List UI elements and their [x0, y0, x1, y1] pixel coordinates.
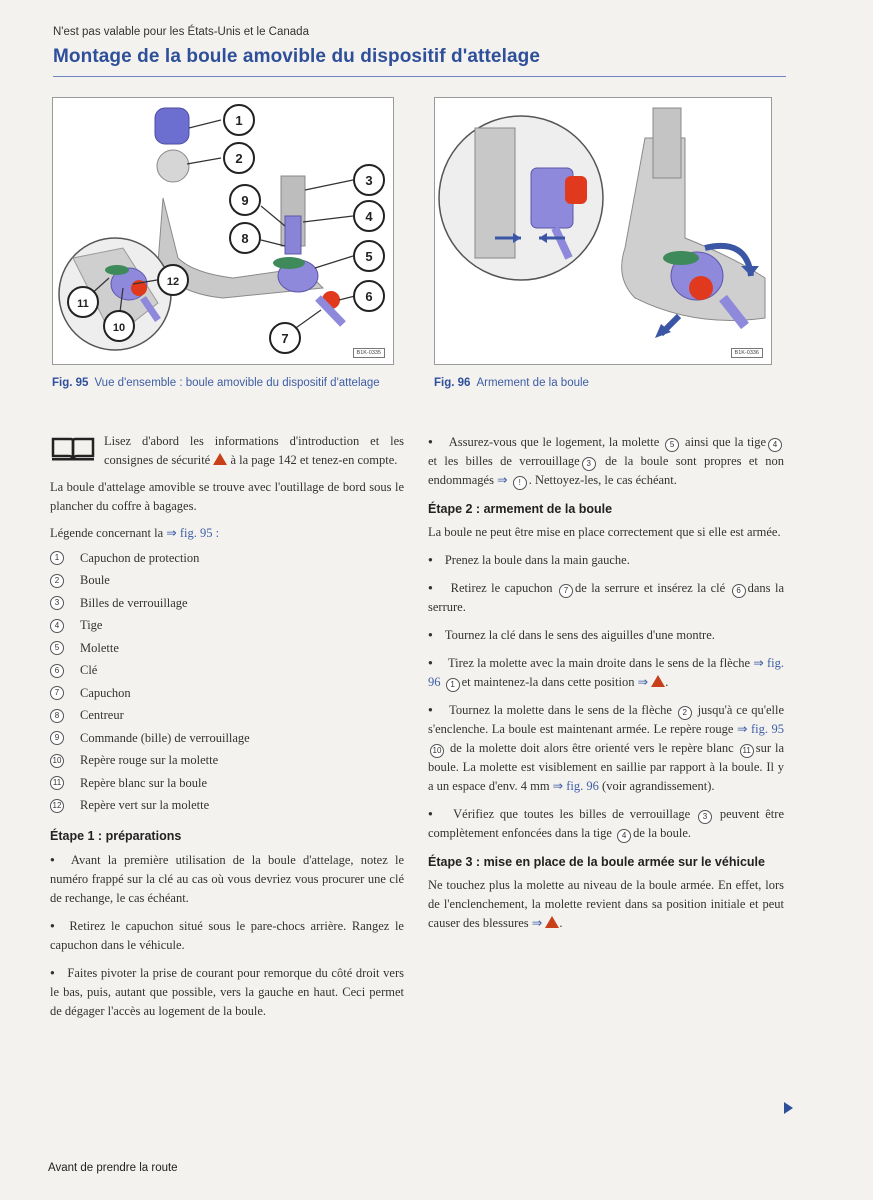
caption-label: Fig. 96 — [434, 377, 471, 389]
step-3-text: Ne touchez plus la molette au niveau de la boule armée. En effet, lors de l'enclenchement, la molette revient dans sa position initiale et peut causer des blessures ⇒ . — [428, 878, 784, 930]
tow-ball-arming-drawing — [435, 98, 771, 364]
svg-text:10: 10 — [112, 322, 126, 334]
step-1-heading: Étape 1 : préparations — [50, 829, 182, 843]
caption-text: Vue d'ensemble : boule amovible du dispositif d'attelage — [94, 377, 380, 389]
intro-note — [50, 432, 404, 470]
left-column — [50, 432, 404, 1029]
warning-icon — [651, 675, 665, 687]
check-bullet: ● Assurez-vous que le logement, la molette 5 ainsi que la tige 4et les billes de verrouillage 3 de la boule sont propres et non endommagés ⇒ ! . Nettoyez-les, le cas échéant. — [428, 432, 784, 490]
legend-item: 7 Capuchon — [50, 682, 404, 705]
step-2-intro: La boule ne peut être mise en place correctement que si elle est armée. — [428, 525, 781, 539]
region-note: N'est pas valable pour les États-Unis et le Canada — [53, 26, 309, 38]
intro-text: Lisez d'abord les informations d'introduction et les consignes de sécurité — [104, 434, 404, 467]
figure-code: B1K-0336 — [731, 348, 763, 358]
warning-icon — [213, 453, 227, 465]
book-icon — [50, 436, 96, 462]
continue-arrow-icon — [784, 1102, 793, 1114]
legend-item: 8 Centreur — [50, 705, 404, 728]
step-1-bullet: ● Avant la première utilisation de la boule d'attelage, notez le numéro frappé sur la clé au cas où vous devriez vous procurer une clé de rechange, le cas échéant. — [50, 850, 404, 908]
step-2-bullet: ● Tournez la clé dans le sens des aiguilles d'une montre. — [428, 625, 784, 645]
legend-intro: Légende concernant la ⇒ fig. 95 : — [50, 526, 220, 540]
legend-item: 2 Boule — [50, 570, 404, 593]
page-title: Montage de la boule amovible du dispositif d'attelage — [53, 46, 540, 67]
caption-label: Fig. 95 — [52, 377, 89, 389]
callout-7 — [270, 323, 300, 353]
step-1-bullet: ● Retirez le capuchon situé sous le pare-chocs arrière. Rangez le capuchon dans le véhicule. — [50, 916, 404, 955]
callout-5 — [354, 241, 384, 271]
step-2-heading: Étape 2 : armement de la boule — [428, 502, 613, 516]
tow-ball-overview-drawing — [53, 98, 393, 364]
legend-item: 6 Clé — [50, 660, 404, 683]
step-2-bullet: ● Tirez la molette avec la main droite dans le sens de la flèche ⇒ fig. 96 1 et maintenez-la dans cette position ⇒ . — [428, 653, 784, 692]
legend-item: 3 Billes de verrouillage — [50, 592, 404, 615]
step-2-bullet: ● Retirez le capuchon 7 de la serrure et insérez la clé 6 dans la serrure. — [428, 578, 784, 617]
intro-text-2: à la page 142 et tenez-en compte. — [230, 453, 398, 467]
svg-text:6: 6 — [365, 289, 373, 304]
storage-paragraph: La boule d'attelage amovible se trouve avec l'outillage de bord sous le plancher du coffre à bagages. — [50, 480, 404, 513]
legend-item: 9 Commande (bille) de verrouillage — [50, 727, 404, 750]
fig-reference[interactable]: ⇒ fig. 95 : — [166, 526, 220, 540]
callout-10 — [104, 311, 134, 341]
caption-text: Armement de la boule — [476, 377, 589, 389]
legend-item: 11 Repère blanc sur la boule — [50, 772, 404, 795]
callout-8 — [230, 223, 260, 253]
legend-item: 4 Tige — [50, 615, 404, 638]
svg-text:12: 12 — [166, 276, 180, 288]
callout-1 — [224, 105, 254, 135]
footer-section-title: Avant de prendre la route — [48, 1162, 178, 1174]
figure-96-caption — [434, 375, 764, 391]
legend-list — [50, 547, 404, 817]
svg-text:11: 11 — [77, 298, 89, 310]
svg-text:1: 1 — [235, 113, 243, 128]
svg-text:5: 5 — [365, 249, 373, 264]
callout-6 — [354, 281, 384, 311]
step-2-bullet: ● Tournez la molette dans le sens de la flèche 2 jusqu'à ce qu'elle s'enclenche. La boule est maintenant armée. Le repère rouge ⇒ fig. 95 10 de la molette doit alors être orienté vers le repère blanc 11 sur la boule. La molette est visiblement en saillie par rapport à la boule. Il y a un espace d'env. 4 mm ⇒ fig. 96 (voir agrandissement). — [428, 700, 784, 796]
step-1-bullet: ● Faites pivoter la prise de courant pour remorque du côté droit vers le bas, puis, autant que possible, vers la gauche en haut. Ceci permet de dégager l'accès au logement de la boule. — [50, 963, 404, 1021]
right-column — [428, 432, 784, 941]
callout-11 — [68, 287, 98, 317]
svg-text:3: 3 — [365, 173, 373, 188]
legend-item: 12 Repère vert sur la molette — [50, 795, 404, 818]
callout-2 — [224, 143, 254, 173]
legend-item: 1 Capuchon de protection — [50, 547, 404, 570]
svg-text:4: 4 — [365, 209, 373, 224]
figure-95-illustration — [52, 97, 394, 365]
step-2-bullet: ● Vérifiez que toutes les billes de verrouillage 3 peuvent être complètement enfoncées dans la tige 4 de la boule. — [428, 804, 784, 843]
callout-12 — [158, 265, 188, 295]
title-divider — [53, 76, 786, 77]
callout-4 — [354, 201, 384, 231]
svg-text:7: 7 — [281, 331, 289, 346]
callout-3 — [354, 165, 384, 195]
warning-icon — [545, 916, 559, 928]
legend-item: 5 Molette — [50, 637, 404, 660]
figure-95-caption — [52, 375, 397, 391]
step-2-bullet: ● Prenez la boule dans la main gauche. — [428, 550, 784, 570]
step-3-heading: Étape 3 : mise en place de la boule armée sur le véhicule — [428, 855, 765, 869]
figure-96-illustration — [434, 97, 772, 365]
figure-code: B1K-0335 — [353, 348, 385, 358]
legend-item: 10 Repère rouge sur la molette — [50, 750, 404, 773]
svg-text:2: 2 — [235, 151, 243, 166]
svg-text:9: 9 — [241, 193, 249, 208]
svg-text:8: 8 — [241, 231, 249, 246]
callout-9 — [230, 185, 260, 215]
